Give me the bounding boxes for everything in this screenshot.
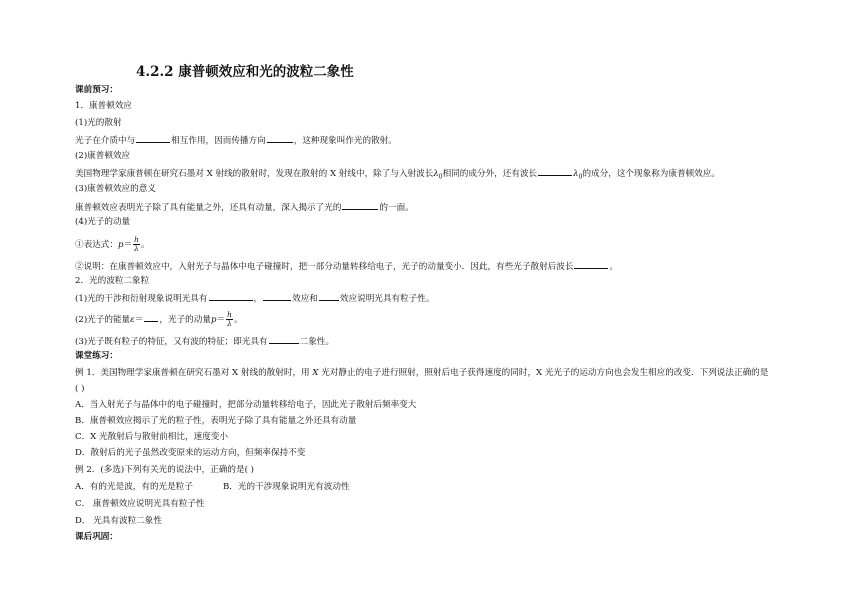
preview-line-10 [75,259,618,273]
example-1-option-b: B．康普顿效应揭示了光的粒子性，表明光子除了具有能量之外还具有动量 [75,416,357,426]
answer-blank[interactable] [144,312,158,322]
example-1-stem [75,367,768,379]
example-1-option-c: C．X 光散射后与散射前相比，速度变小 [75,432,228,442]
text: 光子在介质中与 [75,136,136,146]
answer-blank[interactable] [269,334,299,344]
preview-line-4: (2)康普顿效应 [75,151,131,161]
text: (3)光子既有粒子的特征，又有波的特征；即光具有 [75,337,268,347]
fraction-numerator: h [227,310,232,319]
answer-blank[interactable] [136,133,170,143]
subscript: 0 [438,173,443,181]
fraction-numerator: h [134,235,139,244]
example-2-stem: 例 2．(多选)下列有关光的说法中，正确的是( ) [75,465,255,475]
preview-line-1: 1．康普顿效应 [75,101,133,111]
preview-line-5 [75,166,720,184]
answer-blank[interactable] [209,291,253,301]
text: ＝ [134,315,144,325]
text: ①表达式： [75,240,118,250]
text: 的一面。 [379,203,414,213]
lambda-symbol: λ [433,169,439,179]
epsilon-symbol: ε [130,315,135,325]
text: ＝ [123,240,133,250]
text: (1)光的干涉和衍射现象说明光具有 [75,294,208,304]
text: 相互作用，因而传播方向 [171,136,266,146]
fraction-denominator: λ [227,319,232,328]
subscript: 0 [578,173,583,181]
example-2-option-a: A．有的光是波，有的光是粒子 [75,482,193,492]
example-1-answer-paren: ( ) [75,384,85,394]
section-practice-heading: 课堂练习： [75,351,118,361]
preview-line-12 [75,291,434,305]
example-2-option-d: D． 光具有波粒二象性 [75,516,162,526]
momentum-symbol: p [117,240,124,250]
text: 相同的成分外，还有波长 [442,169,538,179]
text: ＝ [216,315,226,325]
text: ，这种现象叫作光的散射。 [293,136,397,146]
preview-line-6: (3)康普顿效应的意义 [75,184,156,194]
preview-line-2: (1)光的散射 [75,118,122,128]
text: 。 [140,240,150,250]
answer-blank[interactable] [342,200,378,210]
text: ，光子的动量 [159,315,211,325]
preview-line-7 [75,200,414,214]
fraction-h-over-lambda [133,236,140,253]
preview-line-11: 2．光的波粒二象粒 [75,276,150,286]
text: 康普顿效应表明光子除了具有能量之外，还具有动量，深入揭示了光的 [75,203,342,213]
text: 效应和 [292,294,318,304]
example-2-options-ab [75,481,350,493]
x-symbol: X [312,368,319,378]
example-2-option-c: C． 康普顿效应说明光具有粒子性 [75,499,205,509]
answer-blank[interactable] [263,291,291,301]
page-title: 4.2.2 康普顿效应和光的波粒二象性 [136,64,354,80]
text: 例 1．美国物理学家康普顿在研究石墨对 X 射线的散射时，用 [75,368,313,378]
fraction-denominator: λ [134,244,139,253]
answer-blank[interactable] [267,133,293,143]
fraction-h-over-lambda [226,311,233,328]
preview-line-8: (4)光子的动量 [75,217,131,227]
preview-line-3 [75,133,397,147]
answer-blank[interactable] [319,291,339,301]
preview-line-14 [75,334,334,348]
preview-line-9 [75,236,150,253]
text: 效应说明光具有粒子性。 [339,294,435,304]
preview-line-13 [75,311,243,328]
example-1-option-a: A．当入射光子与晶体中的电子碰撞时，把部分动量转移给电子，因此光子散射后频率变大 [75,400,417,410]
text: ②说明：在康普顿效应中，入射光子与晶体中电子碰撞时，把一部分动量转移给电子，光子的动量变小．因此，有些光子散射后波长 [75,262,574,272]
text: 。 [233,315,243,325]
lambda-symbol: λ [573,169,579,179]
answer-blank[interactable] [538,166,572,176]
text: 美国物理学家康普顿在研究石墨对 X 射线的散射时，发现在散射的 X 射线中，除了与入射波长 [75,169,434,179]
answer-blank[interactable] [574,259,608,269]
section-preview-heading: 课前预习： [75,85,118,95]
text: 。 [609,262,619,272]
text: 二象性。 [299,337,335,347]
example-2-option-b: B．光的干涉现象说明光有波动性 [222,482,350,492]
text: (2)光子的能量 [75,315,131,325]
section-consolidate-heading: 课后巩固： [75,532,118,542]
example-1-option-d: D．散射后的光子虽然改变原来的运动方向，但频率保持不变 [75,448,306,458]
text: 光对静止的电子进行照射，照射后电子获得速度的同时，X 光光子的运动方向也会发生相应的改变．下列说法正确的是 [318,368,769,378]
text: ， [253,294,263,304]
text: 的成分，这个现象称为康普顿效应。 [582,169,720,179]
momentum-symbol: p [210,315,217,325]
